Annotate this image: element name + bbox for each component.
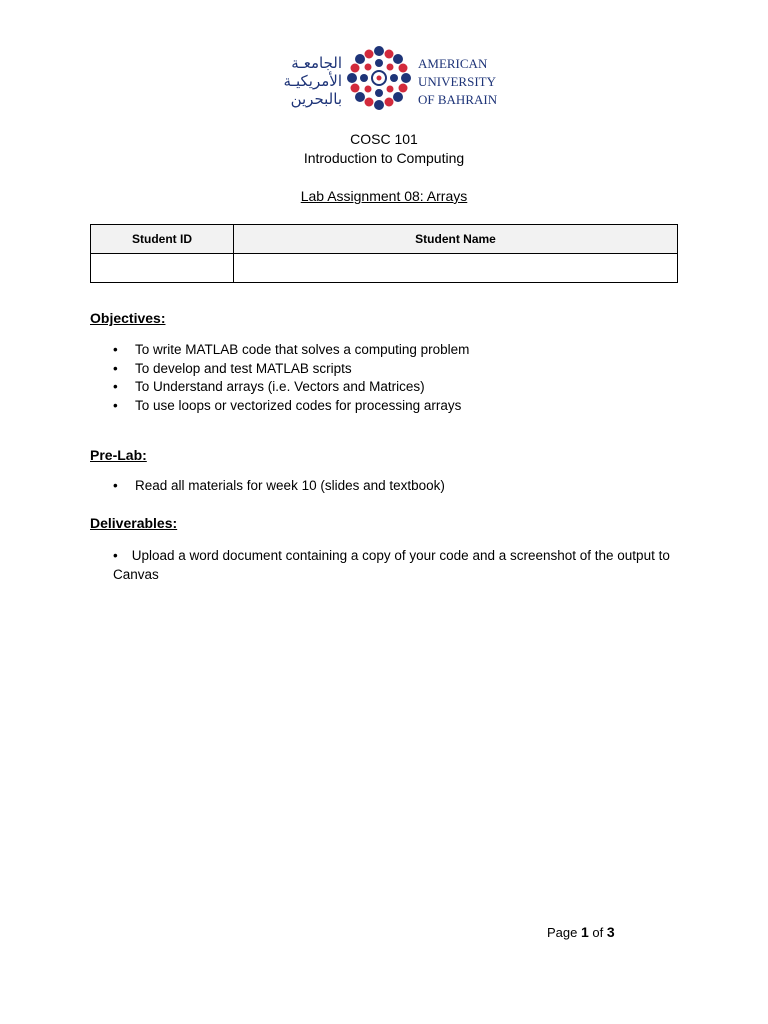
logo-arabic-name: الجامعـة الأمريكيـة بالبحرين	[283, 54, 342, 108]
list-item: • To Understand arrays (i.e. Vectors and Matrices)	[113, 378, 469, 397]
total-pages: 3	[606, 924, 615, 940]
university-logo	[262, 44, 507, 114]
list-item: • Read all materials for week 10 (slides and textbook)	[113, 477, 445, 496]
list-item: • To use loops or vectorized codes for processing arrays	[113, 397, 469, 416]
bullet-icon: •	[113, 548, 118, 563]
prelab-heading: Pre-Lab:	[90, 447, 147, 463]
deliverables-text: Upload a word document containing a copy of your code and a screenshot of the output to Canvas	[113, 548, 670, 582]
prelab-list	[113, 477, 445, 496]
list-item: • To write MATLAB code that solves a computing problem	[113, 341, 469, 360]
student-id-cell[interactable]	[91, 254, 234, 283]
deliverables-heading: Deliverables:	[90, 515, 178, 531]
objectives-list	[113, 341, 469, 415]
student-info-table	[90, 224, 678, 283]
current-page: 1	[581, 924, 589, 940]
table-row	[91, 254, 678, 283]
student-id-header: Student ID	[91, 225, 234, 254]
student-name-cell[interactable]	[234, 254, 678, 283]
table-header-row	[91, 225, 678, 254]
page-number: Page 1 of 3	[547, 924, 615, 940]
star-emblem-icon	[346, 44, 412, 112]
list-item: • To develop and test MATLAB scripts	[113, 360, 469, 379]
course-name: Introduction to Computing	[303, 150, 465, 166]
logo-english-name: AMERICAN UNIVERSITY OF BAHRAIN	[418, 56, 498, 107]
objectives-heading: Objectives:	[90, 310, 166, 326]
student-name-header: Student Name	[234, 225, 678, 254]
course-code: COSC 101	[350, 131, 418, 147]
lab-title: Lab Assignment 08: Arrays	[300, 188, 468, 204]
deliverables-item	[113, 546, 683, 584]
